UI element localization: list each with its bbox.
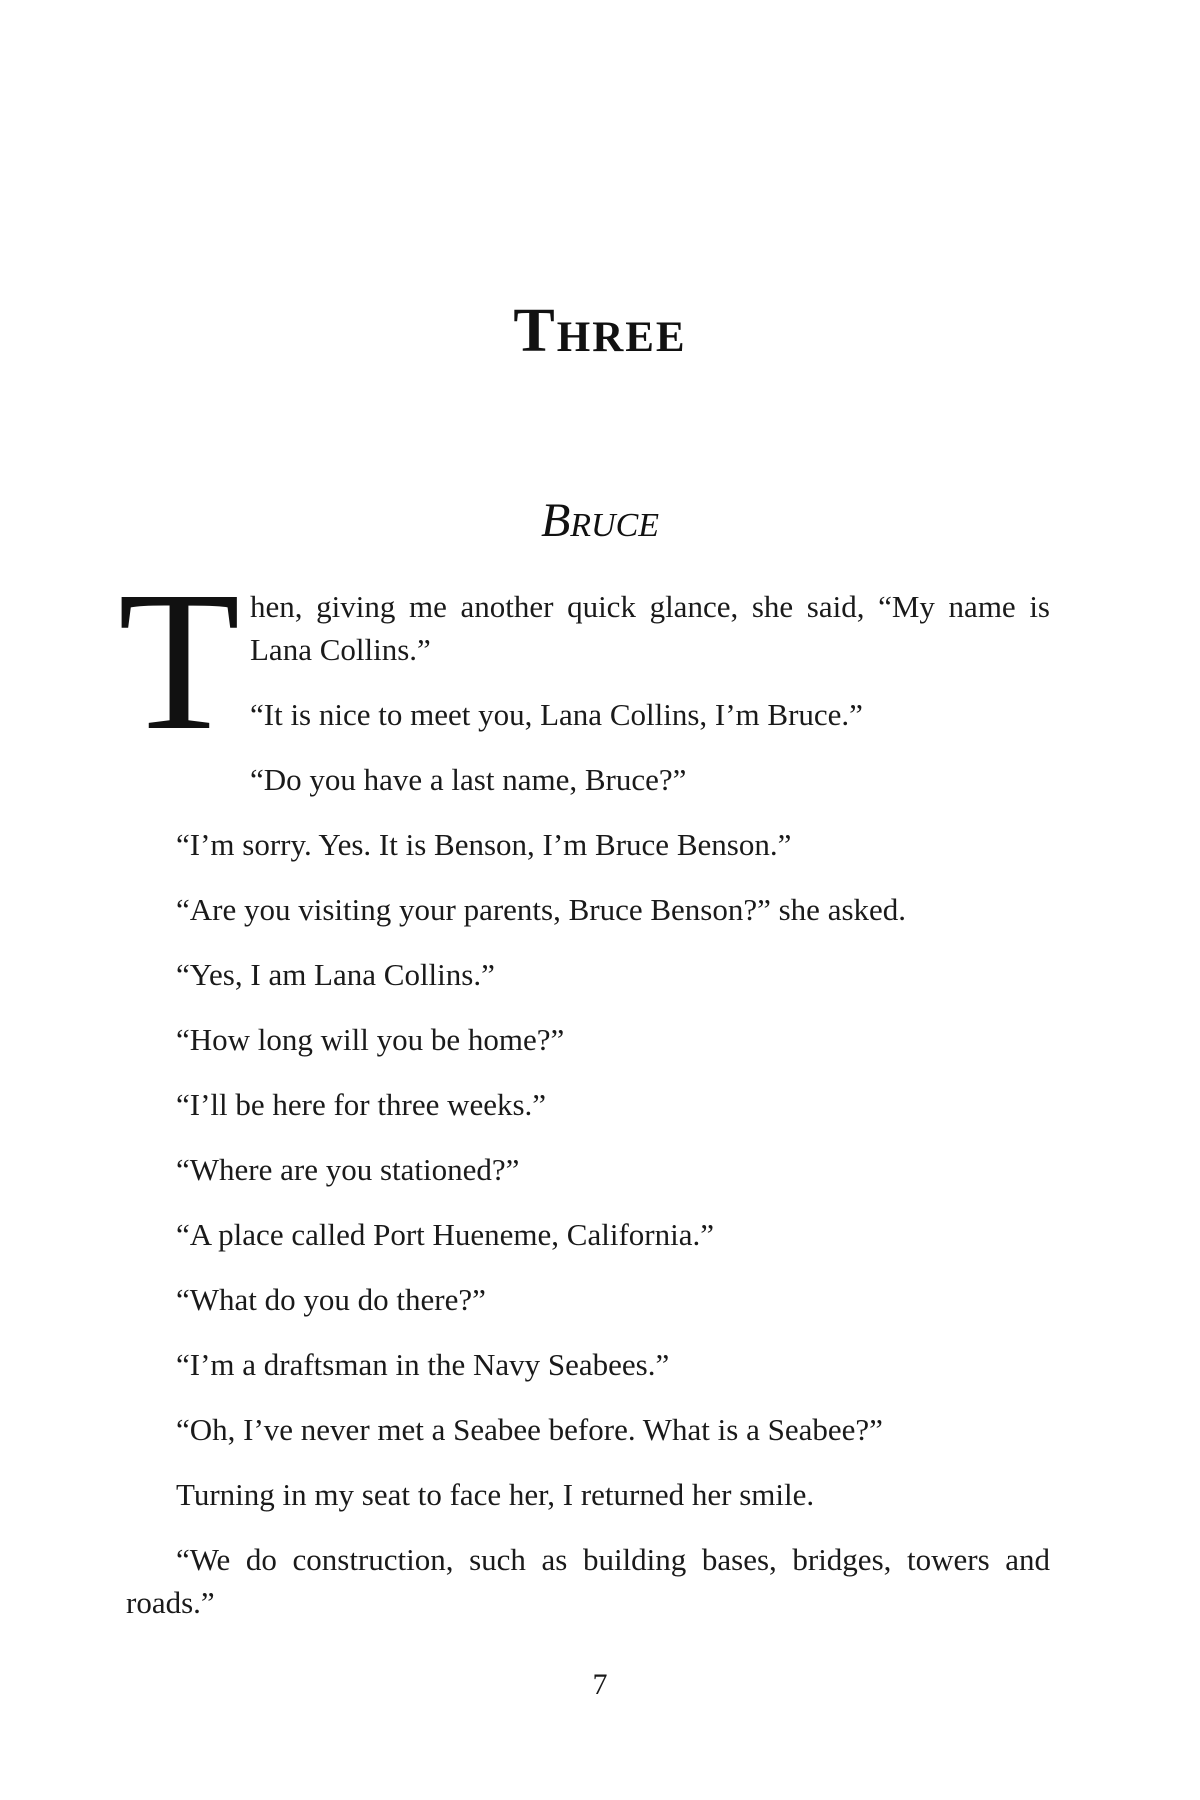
page-number: 7 — [592, 1668, 608, 1701]
paragraph: “It is nice to meet you, Lana Collins, I’m Bruce.” — [250, 697, 863, 732]
drop-cap: T — [118, 551, 241, 772]
paragraph: “I’m sorry. Yes. It is Benson, I’m Bruce Benson.” — [176, 827, 792, 862]
paragraph: “I’m a draftsman in the Navy Seabees.” — [176, 1347, 670, 1382]
paragraph: “I’ll be here for three weeks.” — [176, 1087, 547, 1122]
paragraph: “Are you visiting your parents, Bruce Benson?” she asked. — [176, 892, 907, 927]
paragraph: “Where are you stationed?” — [176, 1152, 520, 1187]
paragraph: “A place called Port Hueneme, California.” — [176, 1217, 714, 1252]
paragraph: “What do you do there?” — [176, 1282, 486, 1317]
paragraph: “Do you have a last name, Bruce?” — [250, 762, 687, 797]
paragraph: Turning in my seat to face her, I returned her smile. — [176, 1477, 815, 1512]
paragraph: “We do construction, such as building bases, bridges, towers and roads.” — [126, 1542, 1050, 1620]
section-title: Bruce — [540, 494, 660, 547]
chapter-title: Three — [513, 297, 687, 365]
body-text — [126, 585, 1050, 1646]
paragraph: “How long will you be home?” — [176, 1022, 565, 1057]
paragraph: “Oh, I’ve never met a Seabee before. What is a Seabee?” — [176, 1412, 883, 1447]
paragraph: “Yes, I am Lana Collins.” — [176, 957, 495, 992]
paragraph: hen, giving me another quick glance, she said, “My name is Lana Collins.” — [250, 589, 1050, 667]
